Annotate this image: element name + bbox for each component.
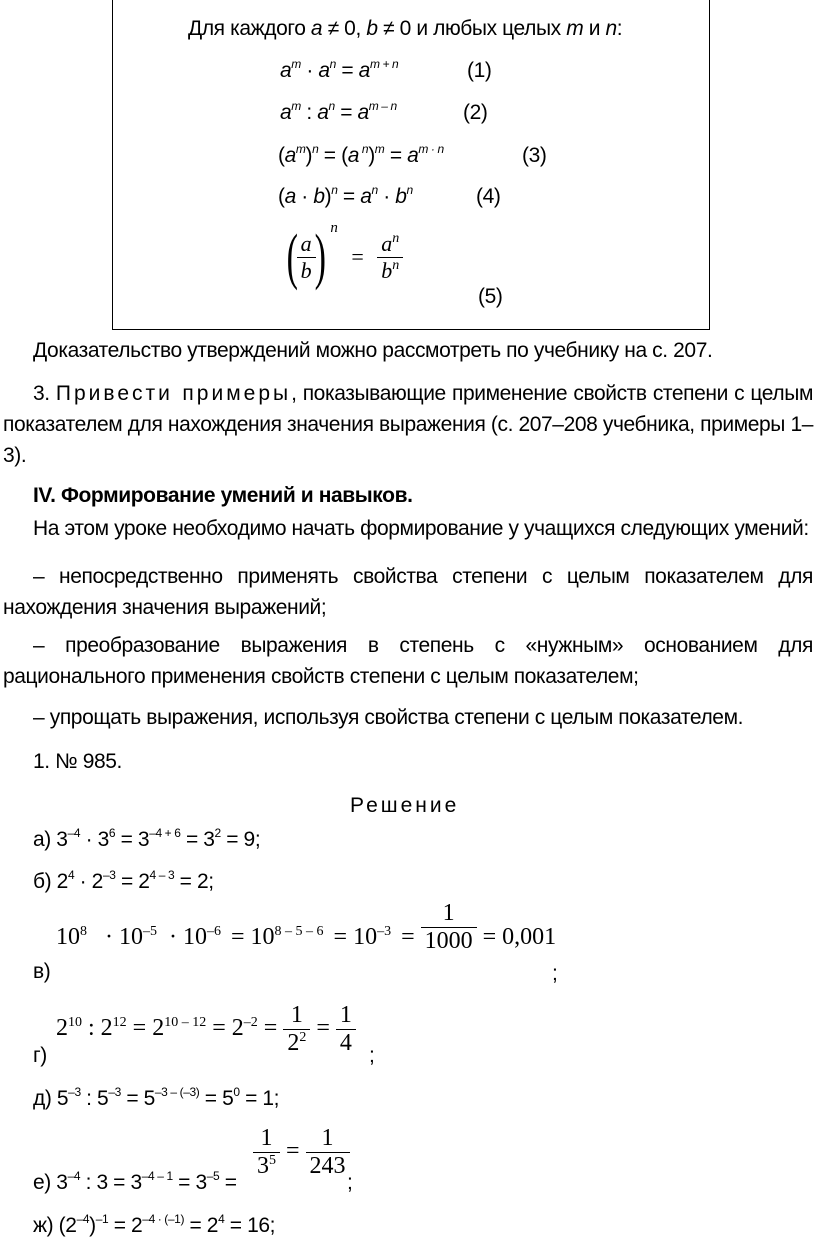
solution-g: $2^{10}$ : $2^{12} = 2^{10 - 12} = 2^{-2}$ = $\frac{1}{2^2}$ = $\frac{1}{4}$ [56,1002,356,1057]
lesson-intro: На этом уроке необходимо начать формирование у учащихся следующих умений: [33,517,809,540]
formula-1: $a^m \cdot a^n = a^{m + n}$ [280,57,399,82]
solution-a: а) $3^{-4} \cdot 3^6 = 3^{-4 + 6} = 3^2 = 9$; [33,826,261,851]
solution-title: Решение [350,794,460,817]
formula-3: $(a^m)^n = (a$ $^n)^m = a^{m \cdot n}$ [278,142,444,167]
properties-intro: Для каждого a ≠ 0, b ≠ 0 и любых целых m и n: [188,17,623,40]
solution-e-fractions: $\frac{1}{3^5}$ = $\frac{1}{243}$ [253,1125,350,1180]
formula-4-number: (4) [476,185,501,208]
skill-item-2: – преобразование выражения в степень с «нужным» основанием для рационального применения свойств степени с целым показателем; [3,634,813,688]
solution-v: $10^8 \cdot 10^{-5} \cdot 10^{-6} = 10^{8 - 5 - 6} = 10^{-3}$ = $\frac{1}{1000}$ = 0,001 [56,900,557,954]
proof-reference: Доказательство утверждений можно рассмотреть по учебнику на с. 207. [33,339,713,362]
solution-e-end: ; [347,1171,353,1194]
skill-item-1: – непосредственно применять свойства степени с целым показателем для нахождения значения выражений; [3,565,813,619]
solution-v-end: ; [552,962,558,985]
solution-d: д) $5^{-3}$ : $5^{-3} = 5^{-3 - (-3)} = 5^0 = 1$; [33,1085,280,1110]
solution-e: е) $3^{-4}$ : $3 = 3^{-4 - 1} = 3^{-5}$ = [33,1169,237,1194]
skill-item-3: – упрощать выражения, используя свойства степени с целым показателем. [33,706,744,729]
formula-2-number: (2) [463,101,488,124]
formula-5-number: (5) [478,285,503,308]
formula-4: $(a \cdot b)^n = a^n \cdot b^n$ [278,183,413,208]
task-number: 1. № 985. [33,750,122,773]
solution-b: б) $2^4 \cdot 2^{-3} = 2^{4 - 3} = 2$; [33,868,214,893]
solution-g-label: г) [33,1044,47,1067]
formula-2: $a^m$ : $a^n = a^{m - n}$ [280,99,397,124]
formula-3-number: (3) [522,144,547,167]
paragraph-examples: 3. Привести примеры, показывающие применение свойств степени с целым показателем для нахождения значения выражения (с. 207–208 учебника, примеры 1–3). [3,382,813,467]
section-heading: IV. Формирование умений и навыков. [33,484,413,507]
formula-1-number: (1) [467,59,492,82]
solution-v-label: в) [33,960,51,983]
solution-g-end: ; [369,1044,375,1067]
solution-zh: ж) $(2^{-4})^{-1} = 2^{-4 \cdot (-1)} = 2^4 = 16$; [33,1212,276,1237]
formula-5: ( $\frac{a}{b}$ ) $^n$ = $\frac{a^n}{b^n}$ [282,226,403,288]
